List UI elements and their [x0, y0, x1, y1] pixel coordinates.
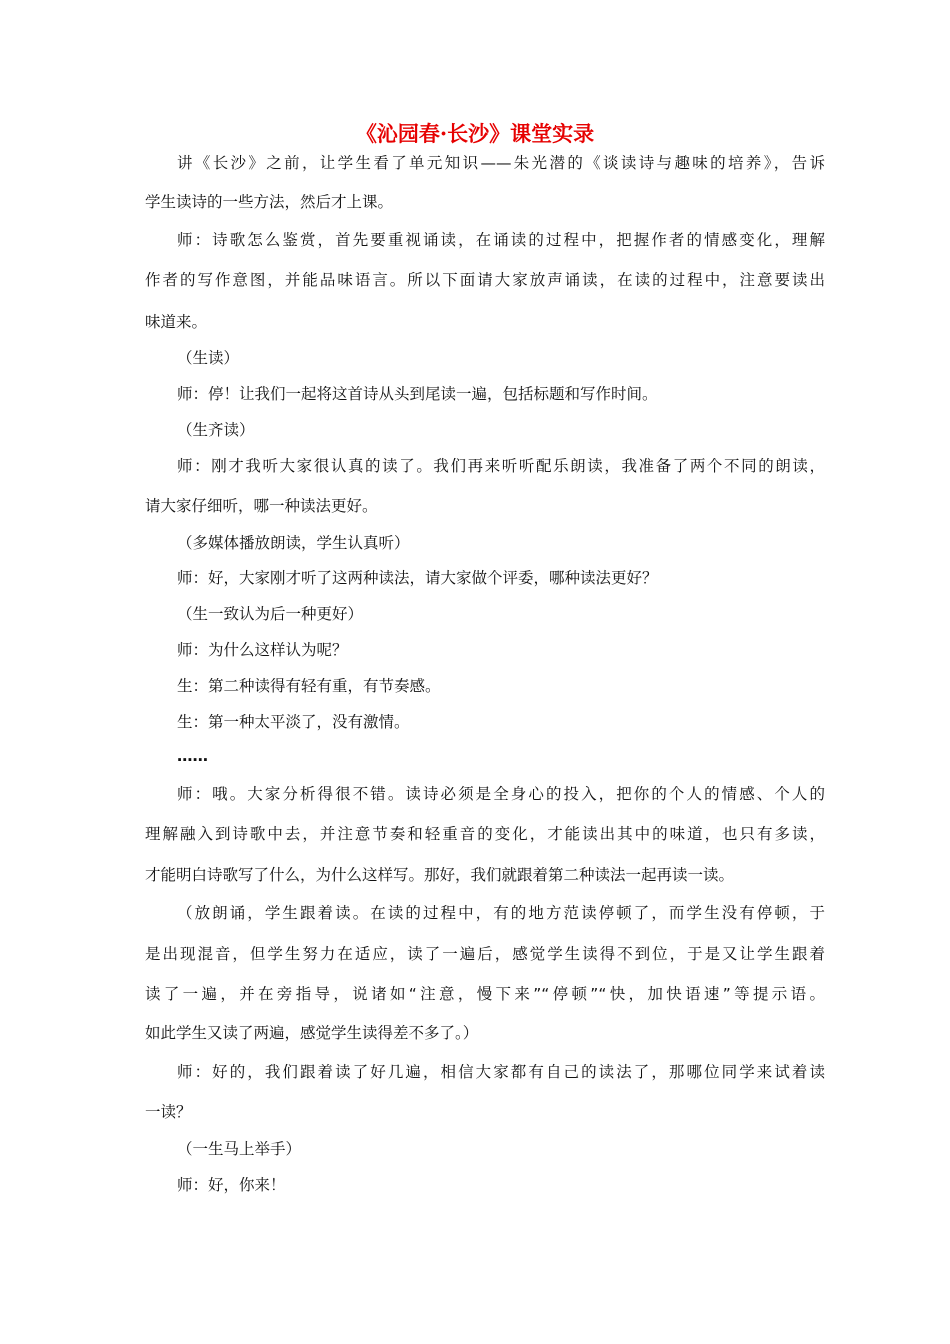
paragraph-line: 味道来。 [145, 313, 208, 331]
paragraph-line: 生：第一种太平淡了，没有激情。 [177, 713, 410, 731]
paragraph-line: 师：为什么这样认为呢？ [177, 641, 348, 659]
paragraph-line: 师：哦。大家分析得很不错。读诗必须是全身心的投入，把你的个人的情感、个人的 [177, 785, 825, 803]
paragraph-line: 师：好的，我们跟着读了好几遍，相信大家都有自己的读法了，那哪位同学来试着读 [177, 1063, 825, 1081]
paragraph-line: 生：第二种读得有轻有重，有节奏感。 [177, 677, 441, 695]
paragraph-line: （放朗诵，学生跟着读。在读的过程中，有的地方范读停顿了，而学生没有停顿，于 [177, 904, 825, 922]
ellipsis-line: …… [177, 747, 208, 765]
paragraph-line: 师：停！让我们一起将这首诗从头到尾读一遍，包括标题和写作时间。 [177, 385, 658, 403]
paragraph-line: （一生马上举手） [177, 1140, 302, 1158]
paragraph-line: （生齐读） [177, 421, 255, 439]
paragraph-line: 师：诗歌怎么鉴赏，首先要重视诵读，在诵读的过程中，把握作者的情感变化，理解 [177, 231, 825, 249]
paragraph-line: 如此学生又读了两遍，感觉学生读得差不多了。） [145, 1024, 479, 1042]
paragraph-line: （多媒体播放朗读，学生认真听） [177, 534, 410, 552]
paragraph-line: 才能明白诗歌写了什么，为什么这样写。那好，我们就跟着第二种读法一起再读一读。 [145, 866, 735, 884]
paragraph-line: 请大家仔细听，哪一种读法更好。 [145, 497, 378, 515]
paragraph-line: 师：刚才我听大家很认真的读了。我们再来听听配乐朗读，我准备了两个不同的朗读， [177, 457, 825, 475]
paragraph-line: 学生读诗的一些方法，然后才上课。 [145, 193, 394, 211]
paragraph-line: 读了一遍，并在旁指导，说诸如“注意，慢下来”“停顿”“快，加快语速”等提示语。 [145, 985, 825, 1003]
paragraph-line: 讲《长沙》之前，让学生看了单元知识——朱光潜的《谈读诗与趣味的培养》，告诉 [177, 154, 825, 172]
paragraph-line: （生一致认为后一种更好） [177, 605, 364, 623]
paragraph-line: （生读） [177, 349, 240, 367]
paragraph-line: 作者的写作意图，并能品味语言。所以下面请大家放声诵读，在读的过程中，注意要读出 [145, 271, 825, 289]
paragraph-line: 师：好，大家刚才听了这两种读法，请大家做个评委，哪种读法更好？ [177, 569, 658, 587]
paragraph-line: 一读？ [145, 1103, 192, 1121]
paragraph-line: 师：好，你来！ [177, 1176, 286, 1194]
paragraph-line: 理解融入到诗歌中去，并注意节奏和轻重音的变化，才能读出其中的味道，也只有多读， [145, 825, 825, 843]
document-title: 《沁园春·长沙》课堂实录 [355, 121, 595, 146]
paragraph-line: 是出现混音，但学生努力在适应，读了一遍后，感觉学生读得不到位，于是又让学生跟着 [145, 945, 825, 963]
